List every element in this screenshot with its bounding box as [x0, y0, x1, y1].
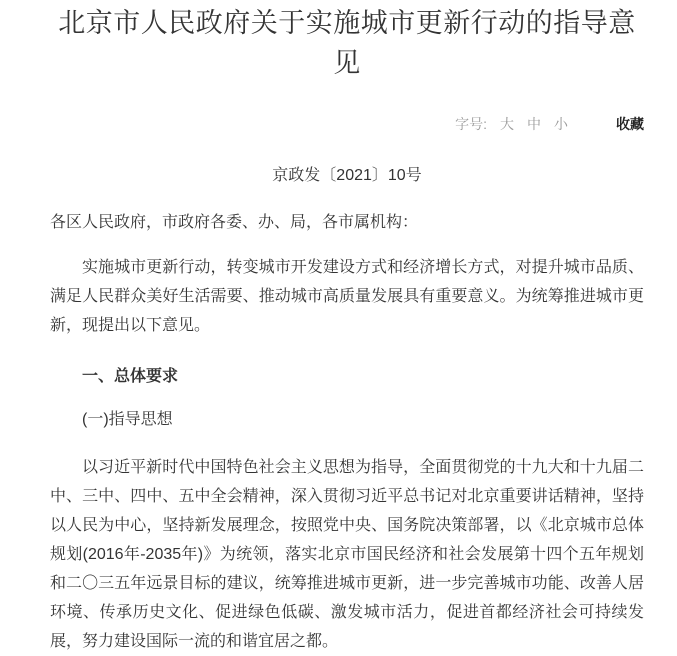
section-heading: 一、总体要求 — [82, 368, 179, 385]
subsection-heading: (一)指导思想 — [82, 411, 173, 428]
favorite-button[interactable]: 收藏 — [616, 116, 644, 132]
salutation: 各区人民政府，市政府各委、办、局，各市属机构： — [50, 214, 419, 231]
intro-paragraph: 实施城市更新行动，转变城市开发建设方式和经济增长方式，对提升城市品质、满足人民群众美好生活需要、推动城市高质量发展具有重要意义。为统筹推进城市更新，现提出以下意见。 — [50, 259, 644, 334]
font-size-label: 字号: — [455, 116, 487, 132]
font-size-option-medium[interactable]: 中 — [527, 116, 541, 132]
toolbar — [50, 114, 644, 134]
doc-number: 京政发〔2021〕10号 — [272, 167, 422, 184]
font-size-option-small[interactable]: 小 — [554, 116, 568, 132]
page-title: 北京市人民政府关于实施城市更新行动的指导意见 — [58, 8, 636, 78]
body-paragraph: 以习近平新时代中国特色社会主义思想为指导，全面贯彻党的十九大和十九届二中、三中、四中、五中全会精神，深入贯彻习近平总书记对北京重要讲话精神，坚持以人民为中心，坚持新发展理念，按照党中央、国务院决策部署，以《北京城市总体规划(2016年-2035年)》为统领，落实北京市国民经济和社会发展第十四个五年规划和二〇三五年远景目标的建议，统筹推进城市更新，进一步完善城市功能、改善人居环境、传承历史文化、促进绿色低碳、激发城市活力，促进首都经济社会可持续发展，努力建设国际一流的和谐宜居之都。 — [50, 459, 644, 650]
font-size-option-large[interactable]: 大 — [500, 116, 514, 132]
